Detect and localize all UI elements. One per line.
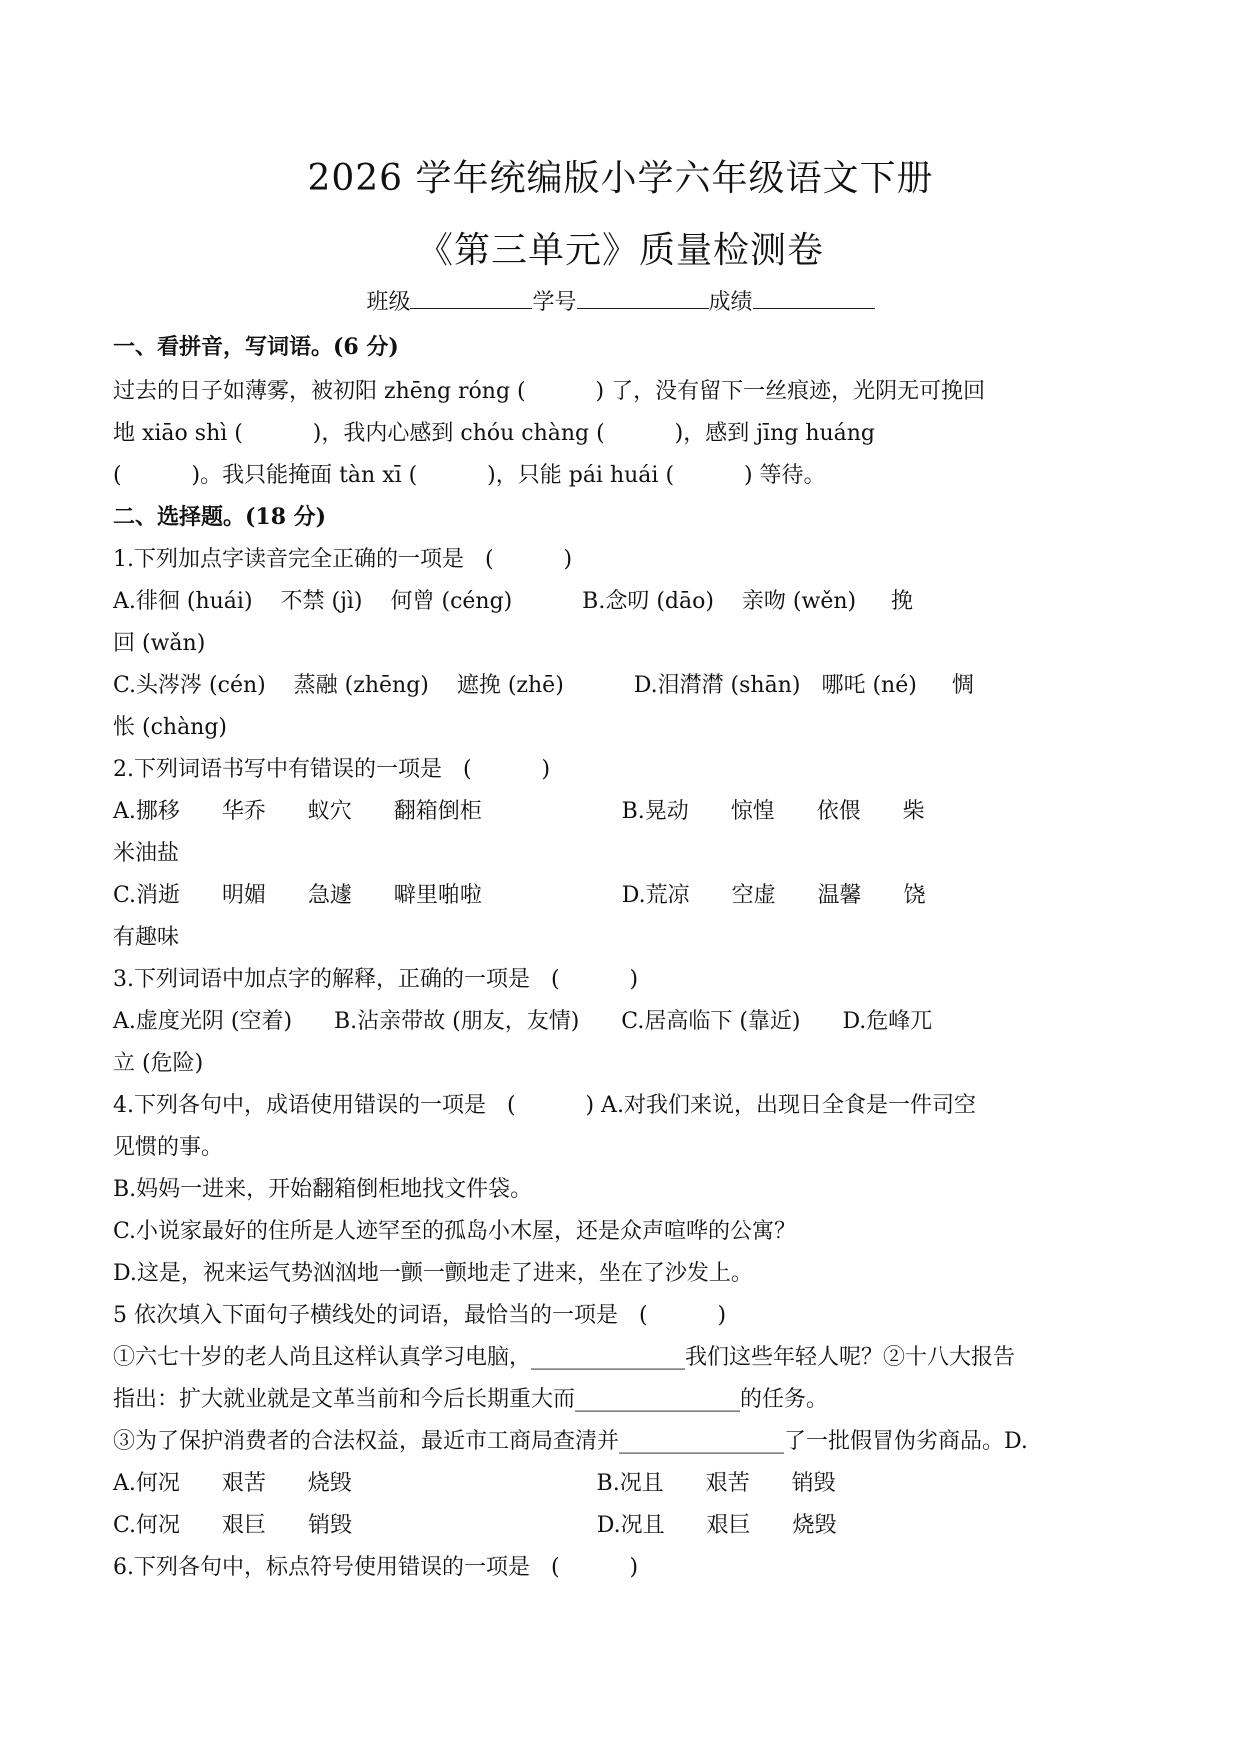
option-line: 米油盐 bbox=[113, 841, 180, 866]
option-line: A.挪移 华乔 蚁穴 翻箱倒柜 B.晃动 惊惶 依偎 柴 bbox=[113, 799, 925, 824]
class-blank[interactable] bbox=[410, 288, 532, 309]
option-line: C.何况 艰巨 销毁 D.况且 艰巨 烧毁 bbox=[113, 1513, 837, 1538]
text-line: 地 xiāo shì ( )，我内心感到 chóu chàng ( )，感到 jīng huáng bbox=[113, 421, 876, 446]
option-line: C.消逝 明媚 急遽 噼里啪啦 D.荒凉 空虚 温馨 饶 bbox=[113, 883, 926, 908]
id-blank[interactable] bbox=[577, 288, 709, 309]
text-line: 指出：扩大就业就是文革当前和今后长期重大而_______________的任务。 bbox=[113, 1387, 829, 1412]
option-line: 见惯的事。 bbox=[113, 1135, 224, 1160]
text-line: ①六七十岁的老人尚且这样认真学习电脑，______________我们这些年轻人呢？②十八大报告 bbox=[113, 1345, 1016, 1370]
score-label: 成绩 bbox=[708, 290, 753, 315]
question-line: 5 依次填入下面句子横线处的词语，最恰当的一项是 ( ) bbox=[113, 1303, 727, 1328]
text-line: 过去的日子如薄雾，被初阳 zhēng róng ( ) 了，没有留下一丝痕迹，光阴无可挽回 bbox=[113, 379, 986, 404]
question-line: 1.下列加点字读音完全正确的一项是 ( ) bbox=[113, 547, 573, 572]
option-line: C.小说家最好的住所是人迹罕至的孤岛小木屋，还是众声喧哗的公寓？ bbox=[113, 1219, 797, 1244]
option-line: A.虚度光阴 (空着) B.沾亲带故 (朋友，友情) C.居高临下 (靠近) D.危峰兀 bbox=[113, 1009, 933, 1034]
option-line: A.何况 艰苦 烧毁 B.况且 艰苦 销毁 bbox=[113, 1471, 836, 1496]
option-line: 怅 (chàng) bbox=[113, 715, 228, 740]
option-line: 回 (wǎn) bbox=[113, 631, 206, 656]
section-heading: 一、看拼音，写词语。(6 分) bbox=[113, 334, 399, 360]
score-blank[interactable] bbox=[753, 288, 875, 309]
student-info-row bbox=[0, 285, 1241, 316]
class-label: 班级 bbox=[366, 290, 411, 315]
id-label: 学号 bbox=[532, 290, 577, 315]
doc-title-line1: 2026 学年统编版小学六年级语文下册 bbox=[307, 158, 934, 199]
question-line: 2.下列词语书写中有错误的一项是 ( ) bbox=[113, 757, 551, 782]
question-line: 4.下列各句中，成语使用错误的一项是 ( ) A.对我们来说，出现日全食是一件司空 bbox=[113, 1093, 976, 1118]
option-line: B.妈妈一进来，开始翻箱倒柜地找文件袋。 bbox=[113, 1177, 533, 1202]
question-line: 3.下列词语中加点字的解释，正确的一项是 ( ) bbox=[113, 967, 639, 992]
question-line: 6.下列各句中，标点符号使用错误的一项是 ( ) bbox=[113, 1555, 639, 1580]
section-heading: 二、选择题。(18 分) bbox=[113, 504, 327, 530]
text-line: ③为了保护消费者的合法权益，最近市工商局查清并_______________了一批假冒伪劣商品。D. bbox=[113, 1429, 1028, 1454]
option-line: 有趣味 bbox=[113, 925, 180, 950]
text-line: ( )。我只能掩面 tàn xī ( )，只能 pái huái ( ) 等待。 bbox=[113, 463, 826, 488]
option-line: C.头涔涔 (cén) 蒸融 (zhēng) 遮挽 (zhē) D.泪潸潸 (shān) 哪吒 (né) 惆 bbox=[113, 673, 974, 698]
option-line: A.徘徊 (huái) 不禁 (jì) 何曾 (céng) B.念叨 (dāo) 亲吻 (wěn) 挽 bbox=[113, 589, 914, 614]
option-line: D.这是，祝来运气势汹汹地一颤一颤地走了进来，坐在了沙发上。 bbox=[113, 1261, 753, 1286]
doc-title-line2: 《第三单元》质量检测卷 bbox=[416, 230, 824, 271]
option-line: 立 (危险) bbox=[113, 1051, 204, 1076]
